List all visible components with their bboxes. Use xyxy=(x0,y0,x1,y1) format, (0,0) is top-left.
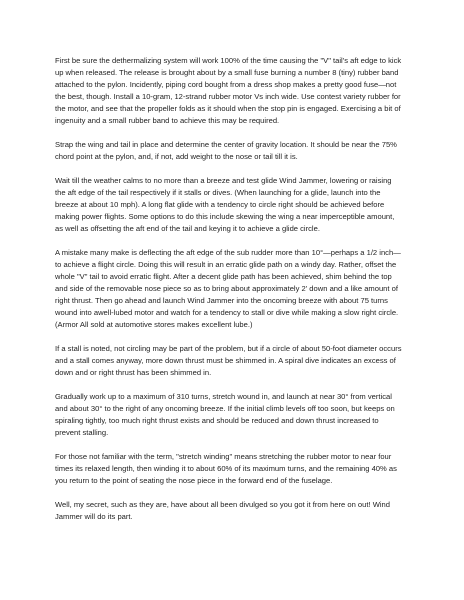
paragraph-stretch-winding: For those not familiar with the term, "stretch winding" means stretching the rubber motor to near four times its relaxed length, then winding it to about 60% of its maximum turns, and the remaining 40% as you return to the point of seating the nose piece in the forward end of the fuselage. xyxy=(55,452,397,485)
paragraph-closing: Well, my secret, such as they are, have about all been divulged so you got it from here on out! Wind Jammer will do its part. xyxy=(55,500,391,521)
paragraph-center-of-gravity: Strap the wing and tail in place and determine the center of gravity location. It should be near the 75% chord point at the pylon, and, if not, add weight to the nose or tail till it is. xyxy=(55,140,397,161)
paragraph-sub-rudder: A mistake many make is deflecting the aft edge of the sub rudder more than 10°—perhaps a 1/2 inch—to achieve a flight circle. Doing this will result in an erratic glide path on a windy day. Rather, offset the whole "V" tail to avoid erratic flight. After a decent glide path has been achieved, shim behind the top and side of the removable nose piece so as to bring about approximately 2' down and a like amount of right thrust. Then go ahead and launch Wind Jammer into the oncoming breeze with about 75 turns wound into awell-lubed motor and watch for a tendency to stall or dive while making a slow right circle. (Armor All sold at automotive stores makes excellent lube.) xyxy=(55,248,401,329)
paragraph-dethermalizer: First be sure the dethermalizing system will work 100% of the time causing the "V" tail's aft edge to kick up when released. The release is brought about by a small fuse burning a number 8 (tiny) rubber band attached to the pylon. Incidently, piping cord bought from a dress shop makes a pretty good fuse—not the best, though. Install a 10-gram, 12-strand rubber motor Vs inch wide. Use contest variety rubber for the motor, and see that the propeller folds as it should when the stop pin is engaged. Exercising a bit of ingenuity and a small rubber band to achieve this may be required. xyxy=(55,56,402,125)
paragraph-turns: Gradually work up to a maximum of 310 turns, stretch wound in, and launch at near 30° from vertical and about 30° to the right of any oncoming breeze. If the initial climb levels off too soon, but keeps on spiraling tightly, too much right thrust exists and should be reduced and down thrust increased to prevent stalling. xyxy=(55,392,395,437)
paragraph-test-glide: Wait till the weather calms to no more than a breeze and test glide Wind Jammer, lowering or raising the aft edge of the tail respectively if it stalls or dives. (When launching for a glide, launch into the breeze at about 10 mph). A long flat glide with a tendency to circle right should be achieved before making power flights. Some options to do this include skewing the wing a near imperceptible amount, as well as offsetting the aft end of the tail and keying it to achieve a glide circle. xyxy=(55,176,395,233)
paragraph-stall: If a stall is noted, not circling may be part of the problem, but if a circle of about 50-foot diameter occurs and a stall comes anyway, more down thrust must be shimmed in. A spiral dive indicates an excess of down and or right thrust has been shimmed in. xyxy=(55,344,402,377)
